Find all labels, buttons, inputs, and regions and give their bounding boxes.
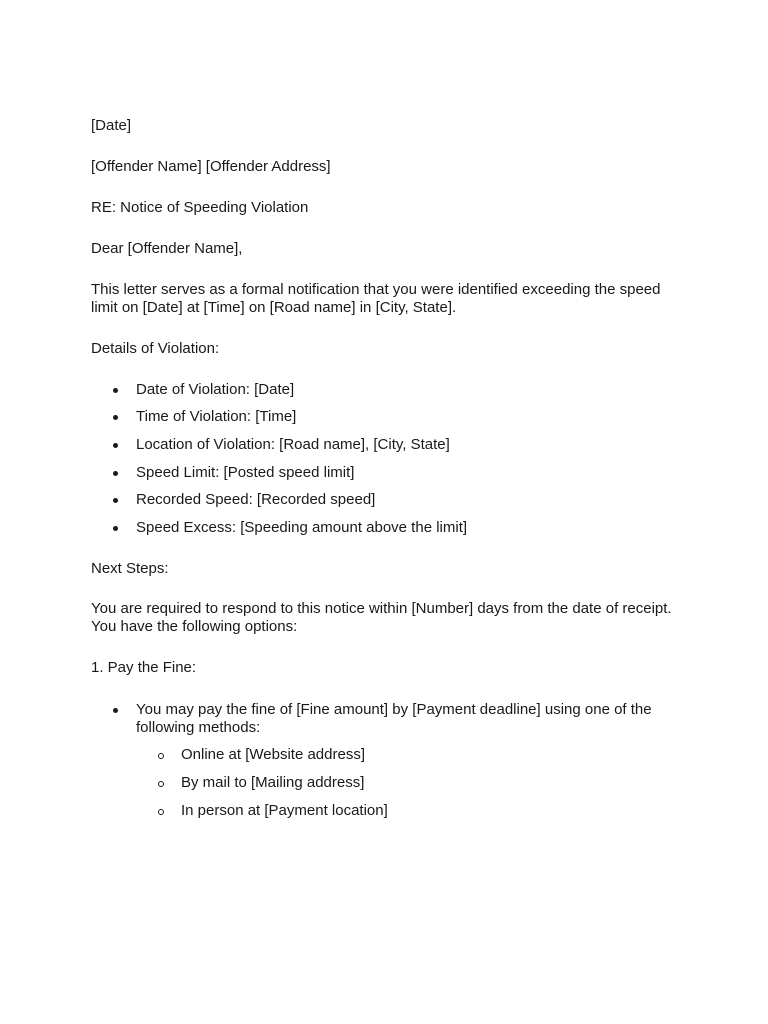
option-heading: 1. Pay the Fine: (91, 659, 197, 676)
list-item (0, 701, 768, 737)
circle-bullet-icon (158, 809, 164, 815)
recipient-line: [Offender Name] [Offender Address] (91, 158, 331, 175)
subject-line: RE: Notice of Speeding Violation (91, 199, 309, 216)
intro-paragraph (91, 281, 681, 317)
list-item (0, 436, 768, 454)
bullet-icon (113, 498, 118, 503)
list-item (0, 464, 768, 482)
list-item (0, 802, 768, 820)
list-item (0, 408, 768, 426)
pay-bullet-text (136, 701, 652, 737)
detail-text: Location of Violation: [Road name], [City, State] (136, 436, 450, 453)
detail-text: Recorded Speed: [Recorded speed] (136, 491, 376, 508)
bullet-icon (113, 415, 118, 420)
respond-line: You are required to respond to this notice within [Number] days from the date of receipt. (91, 600, 672, 617)
list-item (0, 381, 768, 399)
payment-method-text: In person at [Payment location] (181, 802, 388, 819)
circle-bullet-icon (158, 753, 164, 759)
letter-date: [Date] (91, 117, 132, 134)
bullet-icon (113, 526, 118, 531)
intro-line: This letter serves as a formal notification that you were identified exceeding the speed (91, 281, 661, 298)
bullet-icon (113, 708, 118, 713)
respond-paragraph (91, 600, 681, 636)
bullet-icon (113, 471, 118, 476)
bullet-icon (113, 388, 118, 393)
payment-method-text: By mail to [Mailing address] (181, 774, 365, 791)
detail-text: Speed Limit: [Posted speed limit] (136, 464, 355, 481)
detail-text: Time of Violation: [Time] (136, 408, 297, 425)
intro-line: limit on [Date] at [Time] on [Road name] in [City, State]. (91, 299, 457, 316)
detail-text: Speed Excess: [Speeding amount above the limit] (136, 519, 468, 536)
salutation: Dear [Offender Name], (91, 240, 243, 257)
pay-bullet-line: You may pay the fine of [Fine amount] by [Payment deadline] using one of the (136, 701, 652, 718)
list-item (0, 746, 768, 764)
payment-method-text: Online at [Website address] (181, 746, 365, 763)
bullet-icon (113, 443, 118, 448)
next-steps-heading: Next Steps: (91, 560, 169, 577)
details-heading: Details of Violation: (91, 340, 220, 357)
list-item (0, 491, 768, 509)
circle-bullet-icon (158, 781, 164, 787)
pay-bullet-line: following methods: (136, 719, 261, 736)
detail-text: Date of Violation: [Date] (136, 381, 295, 398)
respond-line: You have the following options: (91, 618, 298, 635)
list-item (0, 519, 768, 537)
list-item (0, 774, 768, 792)
